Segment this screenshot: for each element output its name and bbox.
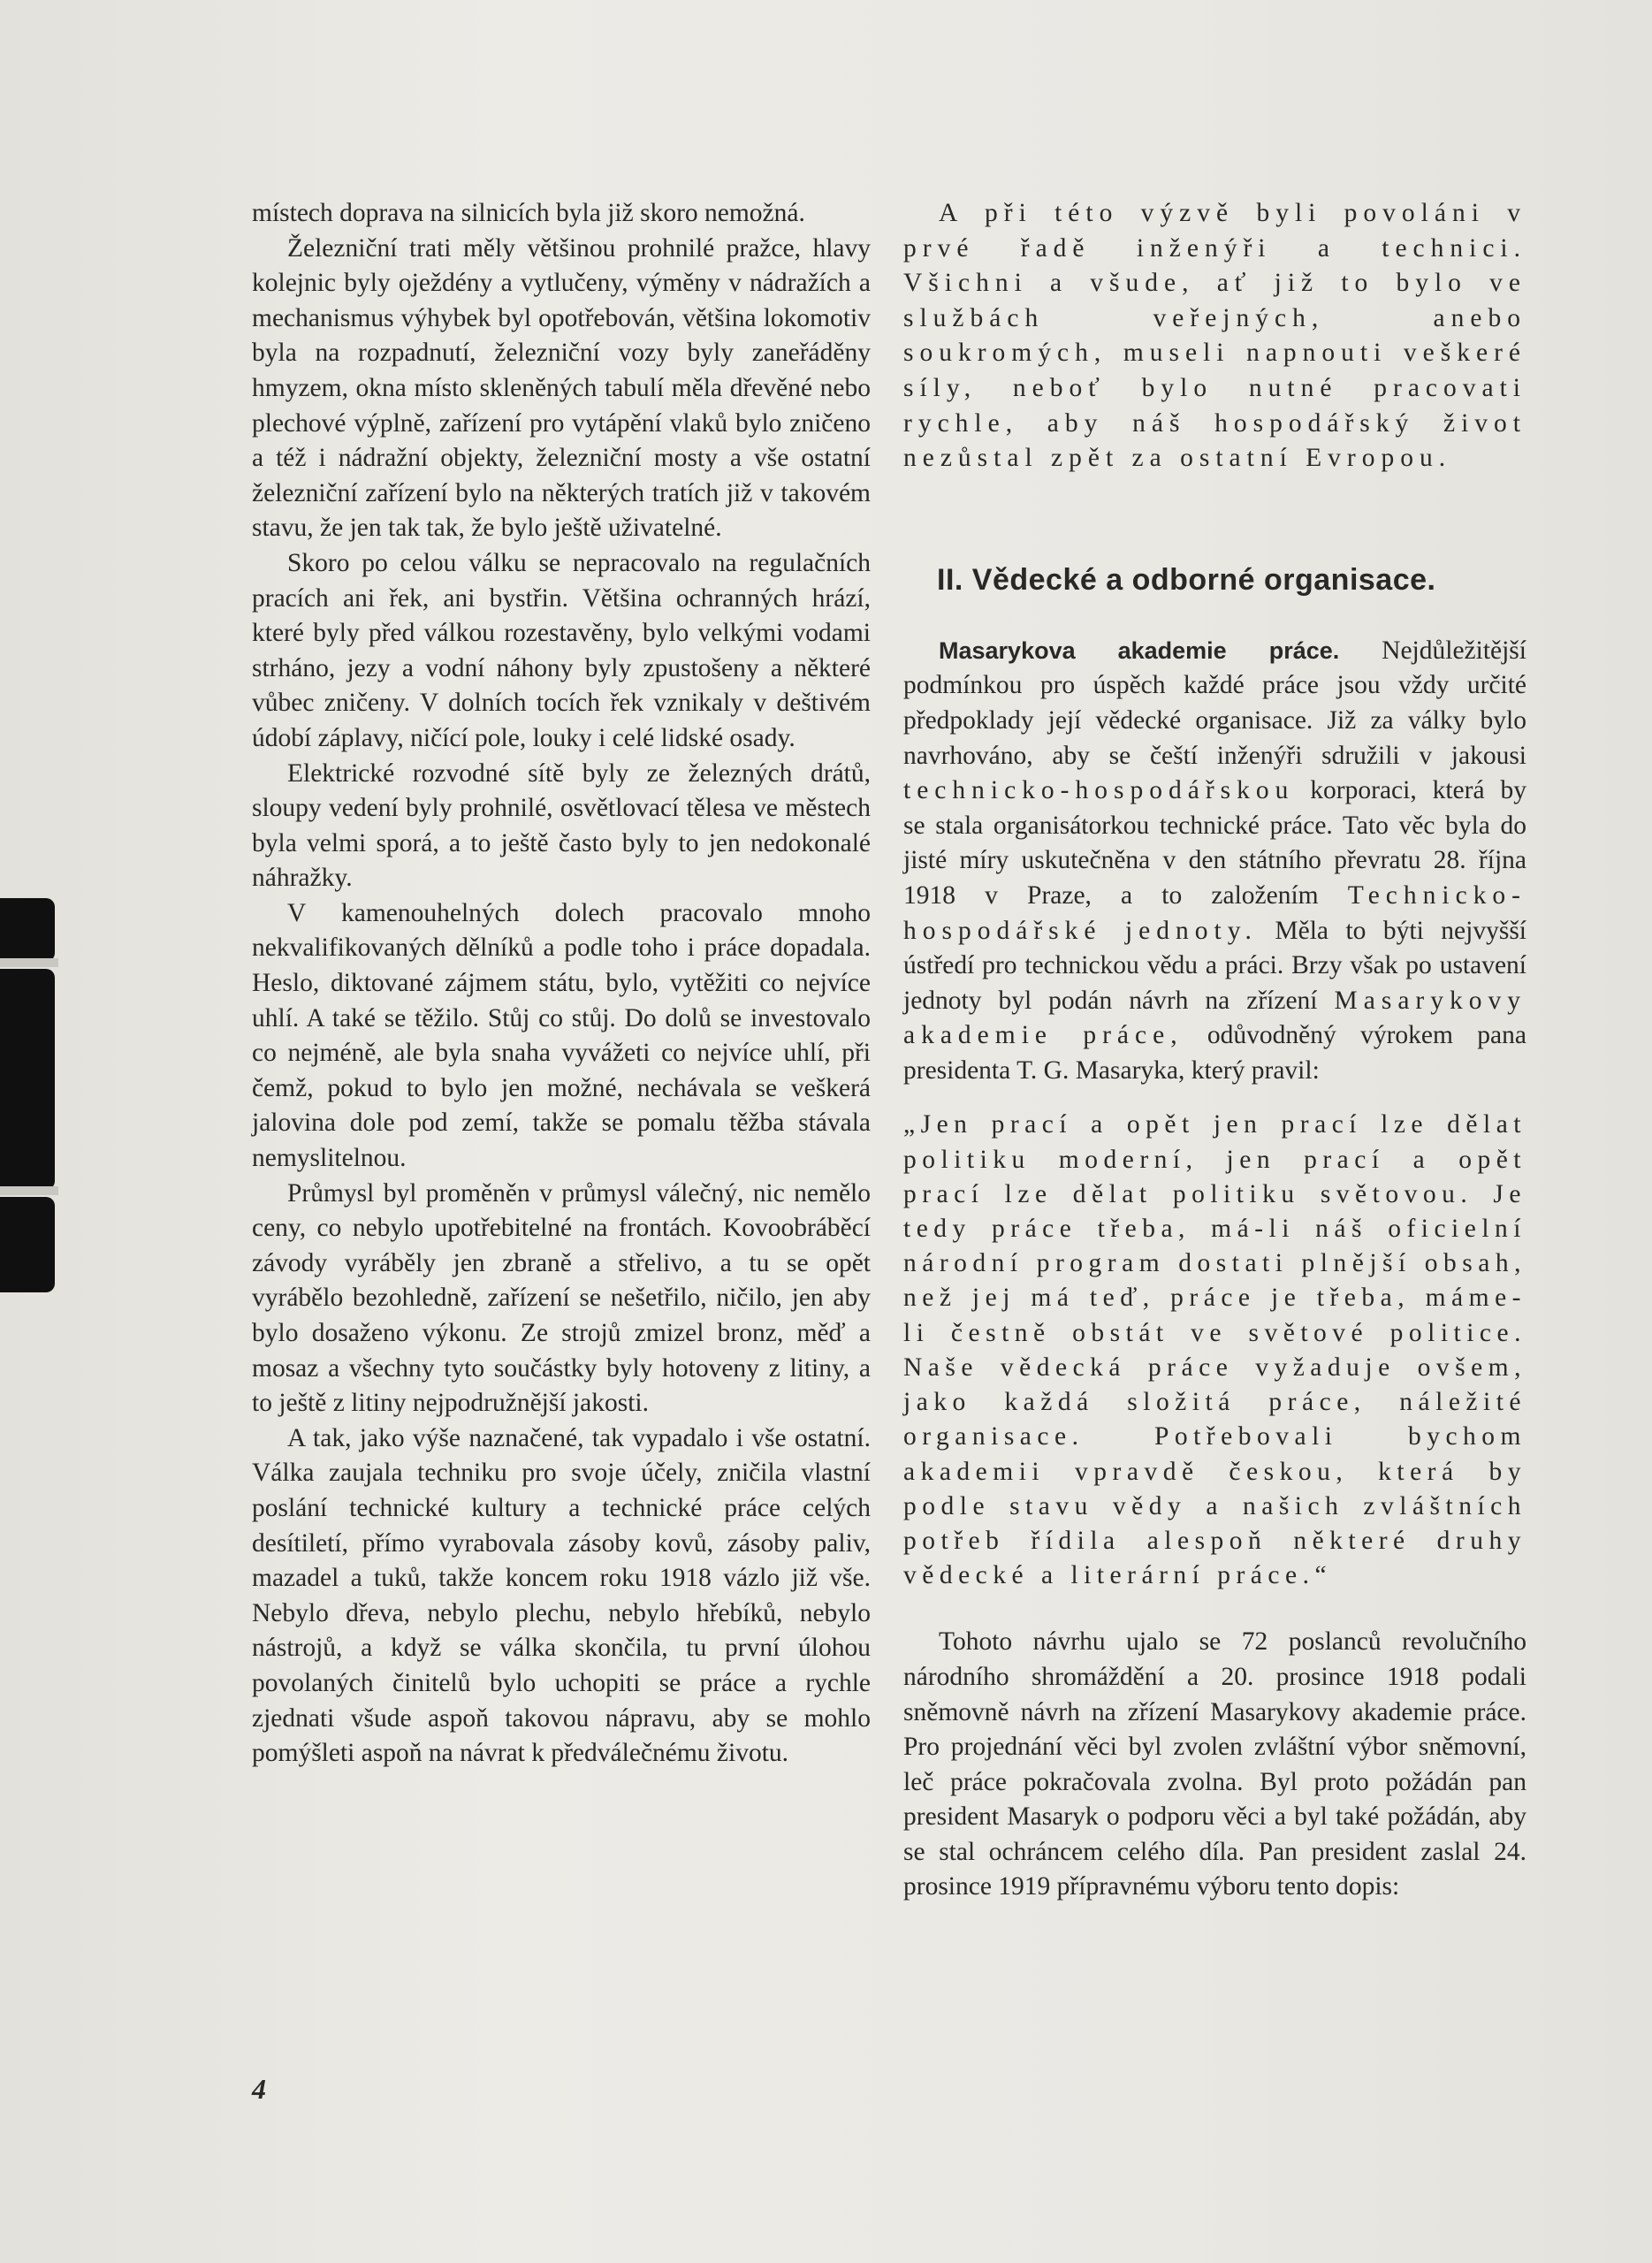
paragraph: Průmysl byl proměněn v průmysl válečný, nic nemělo ceny, co nebylo upotřebitelné na frontách. Kovoobráběcí závody vyráběly jen zbraně a střelivo, a tu se opět vyrábělo bezohledně, zařízení se nešetřilo, ničilo, jen aby bylo dosaženo výkonu. Ze strojů zmizel bronz, měď a mosaz a všechny tyto součástky byly hotoveny z litiny, a to ještě z litiny nejpodružnější jakosti. bbox=[252, 1178, 871, 1418]
binder-clip bbox=[0, 1197, 55, 1292]
academy-paragraph bbox=[903, 634, 1526, 1089]
paragraph: Elektrické rozvodné sítě byly ze železných drátů, sloupy vedení byly prohnilé, osvětlovací tělesa ve městech byla velmi sporá, a to ještě často byly to jen nedokonalé náhražky. bbox=[252, 758, 871, 893]
academy-text: Měla to býti nejvyšší ústředí pro technickou vědu a práci. Brzy však po ustavení jednoty byl podán návrh na zřízení bbox=[903, 916, 1526, 1015]
academy-text: Nejdůležitější podmínkou pro úspěch každé práce jsou vždy určité předpoklady její vědecké organisace. Již za války bylo navrhováno, aby se čeští inženýři sdružili v jakousi bbox=[903, 636, 1526, 770]
page-number: 4 bbox=[252, 2073, 266, 2105]
left-text-column bbox=[252, 196, 871, 1772]
right-text-column bbox=[903, 196, 1526, 1905]
binder-clip-edge bbox=[0, 1186, 58, 1195]
binder-clip-edge bbox=[0, 958, 58, 967]
academy-spaced-term: Masarykovy akademie práce, bbox=[903, 986, 1526, 1050]
academy-spaced-term: technicko-hospodářskou bbox=[903, 776, 1295, 805]
academy-spaced-term: Technicko-hospodářské jednoty. bbox=[903, 880, 1526, 945]
paragraph: místech doprava na silnicích byla již skoro nemožná. bbox=[252, 199, 805, 227]
paragraph: V kamenouhelných dolech pracovalo mnoho nekvalifikovaných dělníků a podle toho i práce dopadala. Heslo, diktované zájmem státu, bylo, vytěžiti co nejvíce uhlí. A také se těžilo. Stůj co stůj. Do dolů se investovalo co nejméně, ale byla snaha vyvážeti co nejvíce uhlí, při čemž, pokud to bylo jen možné, nechávala se veškerá jalovina dole pod zemí, takže se pomalu těžba stávala nemyslitelnou. bbox=[252, 898, 871, 1173]
paragraph: Železniční trati měly většinou prohnilé pražce, hlavy kolejnic byly oježdény a vytlučeny, výměny v nádražích a mechanismus výhybek byl opotřebován, většina lokomotiv byla na rozpadnutí, železniční vozy byly zaneřáděny hmyzem, okna místo skleněných tabulí měla dřevěné nebo plechové výplně, zařízení pro vytápění vlaků bylo zničeno a též i nádražní objekty, železniční mosty a vše ostatní železniční zařízení bylo na některých tratích již v takovém stavu, že jen tak tak, že bylo ještě uživatelné. bbox=[252, 233, 871, 543]
academy-lead: Masarykova akademie práce. bbox=[939, 636, 1340, 664]
academy-text: korporaci, která by se stala organisátorkou technické práce. Tato věc byla do jisté míry uskutečněna v den státního převratu 28. října 1918 v Praze, a to založením bbox=[903, 776, 1526, 910]
intro-paragraph: A při této výzvě byli povoláni v prvé řadě inženýři a technici. Všichni a všude, ať již to bylo ve službách veřejných, anebo soukromých, museli napnouti veškeré síly, neboť bylo nutné pracovati rychle, aby náš hospodářský život nezůstal zpět za ostatní Evropou. bbox=[903, 199, 1526, 473]
binder-clip bbox=[0, 898, 55, 962]
closing-paragraph: Tohoto návrhu ujalo se 72 poslanců revolučního národního shromáždění a 20. prosince 1918 podali sněmovně návrh na zřízení Masarykovy akademie práce. Pro projednání věci byl zvolen zvláštní výbor sněmovní, leč práce pokračovala zvolna. Byl proto požádán pan president Masaryk o podporu věci a byl také požádán, aby se stal ochráncem celého díla. Pan president zaslal 24. prosince 1919 přípravnému výboru tento dopis: bbox=[903, 1627, 1526, 1901]
section-heading: II. Vědecké a odborné organisace. bbox=[937, 562, 1436, 597]
paragraph: A tak, jako výše naznačené, tak vypadalo i vše ostatní. Válka zaujala techniku pro svoje účely, zničila vlastní poslání technické kultury a technické práce celých desítiletí, přímo vyrabovala zásoby kovů, zásoby paliv, mazadel a tuků, takže koncem roku 1918 vázlo již vše. Nebylo dřeva, nebylo plechu, nebylo hřebíků, nebylo nástrojů, a když se válka skončila, tu první úlohou povolaných činitelů bylo uchopiti se práce a rychle zjednati všude aspoň takovou nápravu, aby se mohlo pomýšleti aspoň na návrat k předválečnému životu. bbox=[252, 1423, 871, 1768]
paragraph: Skoro po celou válku se nepracovalo na regulačních pracích ani řek, ani bystřin. Většina ochranných hrází, které byly před válkou rozestavěny, bylo velkými vodami strháno, jezy a vodní náhony byly zpustošeny a některé vůbec zničeny. V dolních tocích řek vznikaly v deštivém údobí záplavy, ničící pole, louky i celé lidské osady. bbox=[252, 548, 871, 752]
academy-text: odůvodněný výrokem pana presidenta T. G. Masaryka, který pravil: bbox=[903, 1021, 1526, 1085]
binder-clip bbox=[0, 969, 55, 1190]
masaryk-quote: „Jen prací a opět jen prací lze dělat politiku moderní, jen prací a opět prací lze dělat politiku světovou. Je tedy práce třeba, má-li náš oficielní národní program dostati plnější obsah, než jej má teď, práce je třeba, máme-li čestně obstát ve světové politice. Naše vědecká práce vyžaduje ovšem, jako každá složitá práce, náležité organisace. Potřebovali bychom akademii vpravdě českou, která by podle stavu vědy a našich zvláštních potřeb řídila alespoň některé druhy vědecké a literární práce.“ bbox=[903, 1110, 1526, 1590]
